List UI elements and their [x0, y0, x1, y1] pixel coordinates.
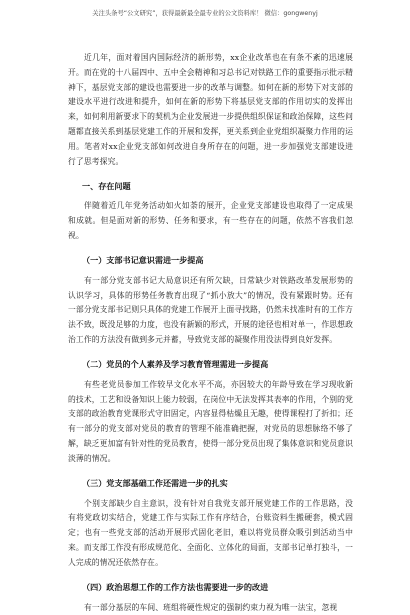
section1-paragraph: 伴随着近几年党务活动如火如荼的展开，企业党支部建设也取得了一定成果和成就。但是面对新的形势、任务和要求，有一些存在的问题，依然不容我们忽视。 [68, 201, 353, 240]
subheading-member-education: （二）党员的个人素养及学习教育管理需进一步提高 [82, 358, 269, 369]
sub4-paragraph: 有一部分基层的车间、班组将硬性规定的强制约束力视为唯一法宝，忽视 [84, 602, 338, 612]
section-heading-problems: 一、存在问题 [82, 181, 131, 192]
intro-paragraph: 近几年，面对着国内国际经济的新形势，xx企业改革也在有条不紊的迅速展开。而在党的十八届四中、五中全会精神和习总书记对铁路工作的重要指示批示精神下，基层党支部的建设也需要进一步的改革与调整。如何在新的形势下对支部的建设水平进行改进和提升，如何在新的形势下将基层党支部的作用切实的发挥出来，如何利用新要求下的契机为企业发展进一步提供组织保证和政治保障，这些问题都直接关系到基层党建工作的开展和发挥，更关系到企业党组织凝聚力作用的运用。笔者对xx企业党支部如何改进自身所存在的问题，进一步加强党支部建设进行了思考探究。 [68, 53, 354, 166]
sub1-paragraph: 有一部分党支部书记大局意识还有所欠缺，日常缺少对铁路改革发展形势的认识学习，具体的形势任务教育出现了“抓小放大”的情况，没有紧跟时势。还有一部分党支部书记则只具体的党建工作展开上面寻找路，仍然未找准时有的工作方法不致，既没足够的力度，也没有新颖的形式，开展的途径也相对单一，作思想政治工作的方法没有做到多元并蓄，导致党支部的凝聚作用没法得到良好发挥。 [68, 275, 354, 344]
subheading-work-methods: （四）政治思想工作的工作方法也需要进一步的改进 [82, 581, 269, 592]
sub2-paragraph: 有些老党员参加工作较早文化水平不高，亦因较大的年龄导致在学习现收新的技术，工艺和设备知识上能力较弱，在岗位中无法发挥其表率的作用，个别的党支部的政治教育党课形式守旧固定，内容显得枯燥且无趣，使得课程打了折扣；还有一部分的党支部对党员的教育的管理不能准确把握，对党员的思想脉络不够了解，缺乏更加富有针对性的党员教育，使得一部分党员出现了集体意识和党员意识淡薄的情况。 [68, 379, 354, 463]
sub3-paragraph: 个别支部缺少自主意识，没有针对自我党支部开展党建工作的工作思路，没有将党政切实结合，党建工作与实际工作有序结合，台账资料生搬硬套，模式固定；也有一些党支部的活动开展形式固化老旧，难以将党员群众吸引到活动当中来。而支部工作没有形成规范化、全面化、立体化的局面，支部书记单打独斗，一人完成的情况还依然存在。 [68, 498, 354, 567]
document-body [68, 51, 353, 615]
subheading-branch-foundation: （三）党支部基础工作还需进一步的扎实 [82, 477, 228, 488]
subheading-secretary-awareness: （一）支部书记意识需进一步提高 [82, 254, 204, 265]
document-header: 关注头条号“公文研究”，获得最新最全最专业的公文资料库！ 微信：gongwenyj [92, 10, 318, 17]
